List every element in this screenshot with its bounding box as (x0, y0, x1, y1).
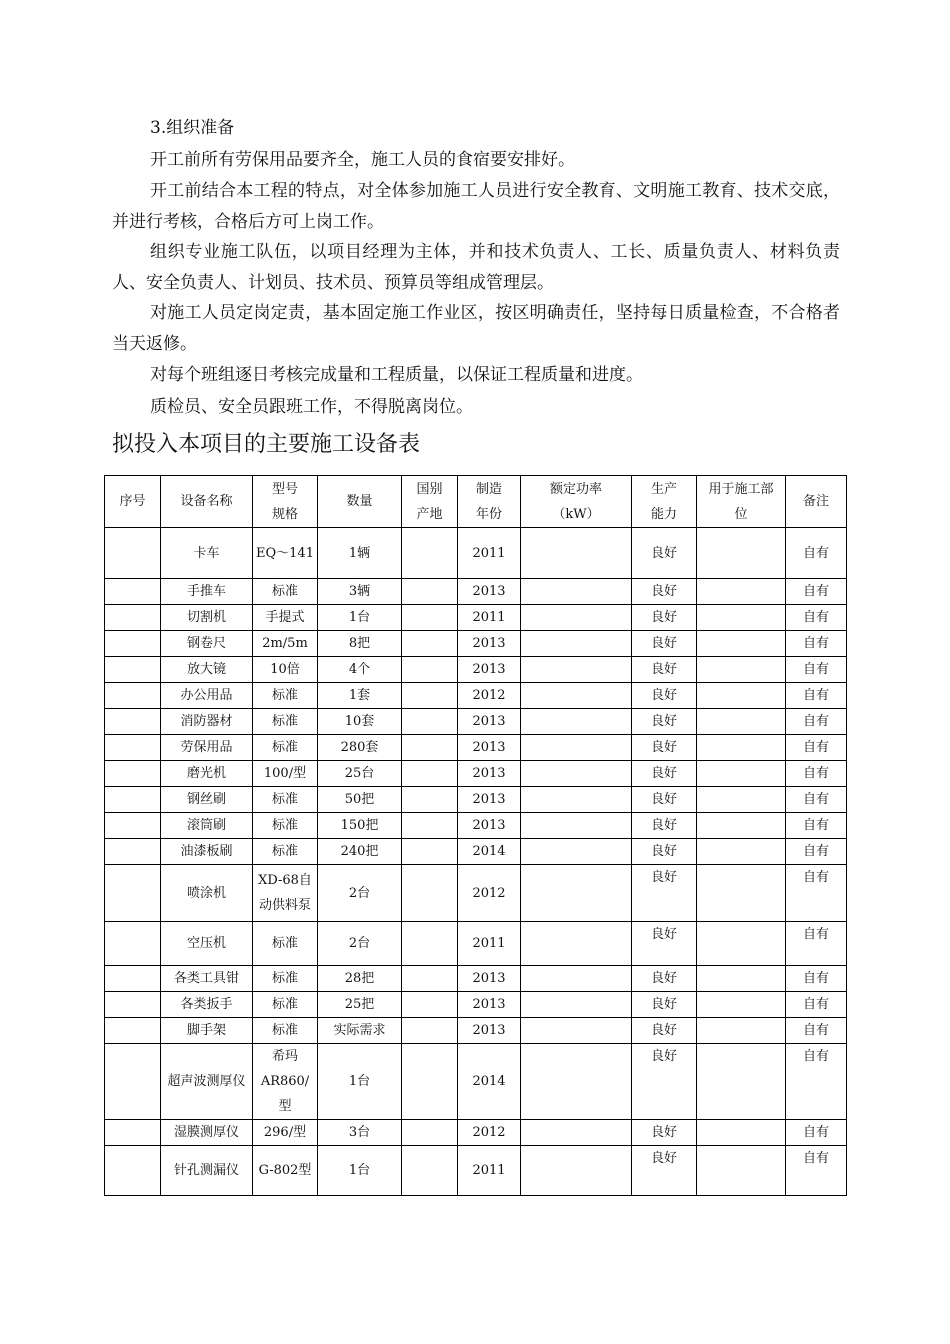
cell-power (521, 528, 632, 579)
cell-no (105, 922, 161, 966)
cell-year: 2013 (458, 813, 521, 839)
cell-qty: 10套 (318, 709, 402, 735)
cell-name: 喷涂机 (161, 865, 253, 922)
cell-capacity: 良好 (632, 528, 697, 579)
cell-qty: 2台 (318, 922, 402, 966)
cell-qty: 240把 (318, 839, 402, 865)
table-row (105, 813, 847, 839)
cell-note: 自有 (786, 528, 847, 579)
cell-model: 标准 (253, 992, 318, 1018)
cell-note: 自有 (786, 709, 847, 735)
cell-model: 标准 (253, 709, 318, 735)
cell-year: 2014 (458, 1044, 521, 1120)
cell-no (105, 579, 161, 605)
cell-name: 超声波测厚仪 (161, 1044, 253, 1120)
cell-origin (402, 761, 458, 787)
cell-use (697, 787, 786, 813)
cell-use (697, 709, 786, 735)
header-no: 序号 (105, 476, 161, 528)
cell-origin (402, 992, 458, 1018)
cell-model: 标准 (253, 735, 318, 761)
cell-qty: 3台 (318, 1120, 402, 1146)
cell-year: 2013 (458, 992, 521, 1018)
cell-no (105, 839, 161, 865)
header-model: 型号 规格 (253, 476, 318, 528)
header-year: 制造 年份 (458, 476, 521, 528)
cell-power (521, 787, 632, 813)
cell-use (697, 966, 786, 992)
cell-origin (402, 709, 458, 735)
table-row (105, 966, 847, 992)
cell-name: 磨光机 (161, 761, 253, 787)
cell-year: 2012 (458, 1120, 521, 1146)
cell-capacity: 良好 (632, 579, 697, 605)
cell-model: 标准 (253, 922, 318, 966)
cell-note: 自有 (786, 922, 847, 966)
cell-model: G-802型 (253, 1146, 318, 1196)
cell-power (521, 735, 632, 761)
cell-use (697, 657, 786, 683)
cell-origin (402, 1018, 458, 1044)
table-row (105, 709, 847, 735)
cell-no (105, 992, 161, 1018)
cell-name: 各类工具钳 (161, 966, 253, 992)
table-body (105, 528, 847, 1196)
table-header-row (105, 476, 847, 528)
cell-model: 296/型 (253, 1120, 318, 1146)
cell-note: 自有 (786, 787, 847, 813)
cell-no (105, 605, 161, 631)
cell-model: 标准 (253, 683, 318, 709)
cell-origin (402, 528, 458, 579)
cell-name: 滚筒刷 (161, 813, 253, 839)
cell-no (105, 657, 161, 683)
cell-note: 自有 (786, 683, 847, 709)
cell-power (521, 1044, 632, 1120)
cell-origin (402, 1044, 458, 1120)
cell-no (105, 1146, 161, 1196)
cell-power (521, 579, 632, 605)
cell-origin (402, 922, 458, 966)
cell-use (697, 839, 786, 865)
cell-model: 希玛AR860/型 (253, 1044, 318, 1120)
cell-model: 标准 (253, 813, 318, 839)
cell-qty: 280套 (318, 735, 402, 761)
cell-note: 自有 (786, 865, 847, 922)
table-row (105, 1146, 847, 1196)
cell-power (521, 813, 632, 839)
cell-use (697, 1120, 786, 1146)
cell-use (697, 631, 786, 657)
cell-note: 自有 (786, 1146, 847, 1196)
cell-no (105, 966, 161, 992)
cell-qty: 28把 (318, 966, 402, 992)
cell-model: 标准 (253, 839, 318, 865)
cell-origin (402, 966, 458, 992)
cell-name: 各类扳手 (161, 992, 253, 1018)
paragraph-1: 开工前所有劳保用品要齐全，施工人员的食宿要安排好。 (150, 150, 575, 170)
cell-note: 自有 (786, 1018, 847, 1044)
table-row (105, 528, 847, 579)
cell-qty: 150把 (318, 813, 402, 839)
cell-qty: 1台 (318, 1044, 402, 1120)
equipment-table (104, 475, 847, 1196)
cell-origin (402, 605, 458, 631)
cell-no (105, 761, 161, 787)
cell-power (521, 1120, 632, 1146)
table-row (105, 787, 847, 813)
cell-no (105, 1044, 161, 1120)
cell-name: 钢卷尺 (161, 631, 253, 657)
cell-capacity: 良好 (632, 1146, 697, 1196)
cell-use (697, 1044, 786, 1120)
cell-qty: 1台 (318, 1146, 402, 1196)
cell-qty: 1台 (318, 605, 402, 631)
cell-year: 2011 (458, 1146, 521, 1196)
paragraph-6: 质检员、安全员跟班工作，不得脱离岗位。 (150, 397, 473, 417)
cell-qty: 实际需求 (318, 1018, 402, 1044)
cell-capacity: 良好 (632, 1120, 697, 1146)
cell-year: 2013 (458, 735, 521, 761)
cell-capacity: 良好 (632, 761, 697, 787)
cell-use (697, 761, 786, 787)
cell-use (697, 1018, 786, 1044)
cell-model: 标准 (253, 1018, 318, 1044)
cell-capacity: 良好 (632, 966, 697, 992)
header-note: 备注 (786, 476, 847, 528)
cell-model: EQ～141 (253, 528, 318, 579)
cell-origin (402, 683, 458, 709)
paragraph-3: 组织专业施工队伍，以项目经理为主体，并和技术负责人、工长、质量负责人、材料负责人、安全负责人、计划员、技术员、预算员等组成管理层。 (112, 242, 840, 293)
cell-origin (402, 579, 458, 605)
header-use: 用于施工部 位 (697, 476, 786, 528)
cell-capacity: 良好 (632, 709, 697, 735)
cell-origin (402, 1146, 458, 1196)
cell-use (697, 579, 786, 605)
cell-origin (402, 839, 458, 865)
cell-capacity: 良好 (632, 1018, 697, 1044)
cell-origin (402, 631, 458, 657)
cell-capacity: 良好 (632, 631, 697, 657)
cell-year: 2011 (458, 605, 521, 631)
table-row (105, 657, 847, 683)
cell-use (697, 813, 786, 839)
cell-name: 放大镜 (161, 657, 253, 683)
cell-name: 湿膜测厚仪 (161, 1120, 253, 1146)
cell-year: 2013 (458, 709, 521, 735)
cell-use (697, 528, 786, 579)
cell-power (521, 683, 632, 709)
cell-power (521, 605, 632, 631)
cell-year: 2011 (458, 922, 521, 966)
cell-qty: 25台 (318, 761, 402, 787)
section-heading: 3.组织准备 (150, 118, 235, 138)
table-row (105, 1044, 847, 1120)
table-title: 拟投入本项目的主要施工设备表 (112, 432, 421, 457)
table-row (105, 992, 847, 1018)
cell-use (697, 735, 786, 761)
cell-year: 2014 (458, 839, 521, 865)
cell-qty: 1套 (318, 683, 402, 709)
cell-power (521, 992, 632, 1018)
cell-model: 100/型 (253, 761, 318, 787)
cell-power (521, 657, 632, 683)
cell-name: 钢丝刷 (161, 787, 253, 813)
cell-qty: 3辆 (318, 579, 402, 605)
cell-origin (402, 865, 458, 922)
cell-power (521, 709, 632, 735)
cell-note: 自有 (786, 579, 847, 605)
header-capacity: 生产 能力 (632, 476, 697, 528)
cell-use (697, 1146, 786, 1196)
cell-year: 2011 (458, 528, 521, 579)
cell-power (521, 839, 632, 865)
table-row (105, 839, 847, 865)
cell-no (105, 813, 161, 839)
cell-year: 2013 (458, 657, 521, 683)
table-row (105, 865, 847, 922)
cell-capacity: 良好 (632, 735, 697, 761)
paragraph-2: 开工前结合本工程的特点，对全体参加施工人员进行安全教育、文明施工教育、技术交底，并进行考核，合格后方可上岗工作。 (112, 181, 840, 232)
cell-year: 2013 (458, 761, 521, 787)
cell-name: 消防器材 (161, 709, 253, 735)
cell-note: 自有 (786, 631, 847, 657)
cell-note: 自有 (786, 992, 847, 1018)
cell-capacity: 良好 (632, 1044, 697, 1120)
cell-power (521, 922, 632, 966)
cell-no (105, 735, 161, 761)
cell-model: 10倍 (253, 657, 318, 683)
cell-capacity: 良好 (632, 787, 697, 813)
cell-name: 切割机 (161, 605, 253, 631)
cell-origin (402, 1120, 458, 1146)
cell-no (105, 709, 161, 735)
table-row (105, 579, 847, 605)
cell-power (521, 1018, 632, 1044)
cell-qty: 1辆 (318, 528, 402, 579)
header-name: 设备名称 (161, 476, 253, 528)
cell-power (521, 631, 632, 657)
cell-name: 脚手架 (161, 1018, 253, 1044)
cell-note: 自有 (786, 605, 847, 631)
cell-year: 2013 (458, 966, 521, 992)
cell-qty: 25把 (318, 992, 402, 1018)
cell-no (105, 865, 161, 922)
cell-name: 卡车 (161, 528, 253, 579)
cell-qty: 50把 (318, 787, 402, 813)
cell-year: 2013 (458, 631, 521, 657)
cell-name: 空压机 (161, 922, 253, 966)
cell-qty: 2台 (318, 865, 402, 922)
cell-name: 手推车 (161, 579, 253, 605)
table-row (105, 683, 847, 709)
cell-use (697, 683, 786, 709)
cell-note: 自有 (786, 761, 847, 787)
cell-power (521, 1146, 632, 1196)
cell-model: 标准 (253, 579, 318, 605)
cell-note: 自有 (786, 966, 847, 992)
cell-model: 2m/5m (253, 631, 318, 657)
cell-name: 劳保用品 (161, 735, 253, 761)
cell-note: 自有 (786, 1044, 847, 1120)
cell-model: 手提式 (253, 605, 318, 631)
cell-name: 针孔测漏仪 (161, 1146, 253, 1196)
cell-capacity: 良好 (632, 922, 697, 966)
cell-capacity: 良好 (632, 839, 697, 865)
cell-origin (402, 657, 458, 683)
cell-capacity: 良好 (632, 865, 697, 922)
cell-use (697, 605, 786, 631)
cell-no (105, 1120, 161, 1146)
cell-capacity: 良好 (632, 813, 697, 839)
header-qty: 数量 (318, 476, 402, 528)
table-row (105, 735, 847, 761)
cell-year: 2012 (458, 683, 521, 709)
cell-origin (402, 735, 458, 761)
cell-year: 2013 (458, 787, 521, 813)
table-row (105, 922, 847, 966)
cell-origin (402, 813, 458, 839)
cell-year: 2013 (458, 1018, 521, 1044)
paragraph-5: 对每个班组逐日考核完成量和工程质量，以保证工程质量和进度。 (150, 365, 643, 385)
header-origin: 国别 产地 (402, 476, 458, 528)
cell-note: 自有 (786, 839, 847, 865)
cell-name: 油漆板刷 (161, 839, 253, 865)
cell-no (105, 528, 161, 579)
cell-no (105, 787, 161, 813)
cell-qty: 4个 (318, 657, 402, 683)
cell-use (697, 922, 786, 966)
cell-power (521, 761, 632, 787)
cell-model: XD-68自动供料泵 (253, 865, 318, 922)
table-row (105, 631, 847, 657)
cell-no (105, 683, 161, 709)
cell-note: 自有 (786, 735, 847, 761)
cell-qty: 8把 (318, 631, 402, 657)
table-row (105, 1120, 847, 1146)
cell-power (521, 865, 632, 922)
cell-model: 标准 (253, 787, 318, 813)
table-row (105, 605, 847, 631)
cell-note: 自有 (786, 657, 847, 683)
cell-capacity: 良好 (632, 605, 697, 631)
cell-use (697, 865, 786, 922)
table-row (105, 761, 847, 787)
cell-capacity: 良好 (632, 683, 697, 709)
paragraph-4: 对施工人员定岗定责，基本固定施工作业区，按区明确责任，坚持每日质量检查，不合格者当天返修。 (112, 303, 840, 354)
table-row (105, 1018, 847, 1044)
cell-capacity: 良好 (632, 657, 697, 683)
cell-year: 2012 (458, 865, 521, 922)
cell-use (697, 992, 786, 1018)
cell-model: 标准 (253, 966, 318, 992)
cell-origin (402, 787, 458, 813)
cell-power (521, 966, 632, 992)
cell-year: 2013 (458, 579, 521, 605)
cell-name: 办公用品 (161, 683, 253, 709)
cell-no (105, 1018, 161, 1044)
cell-capacity: 良好 (632, 992, 697, 1018)
cell-note: 自有 (786, 1120, 847, 1146)
cell-no (105, 631, 161, 657)
header-power: 额定功率 （kW） (521, 476, 632, 528)
cell-note: 自有 (786, 813, 847, 839)
